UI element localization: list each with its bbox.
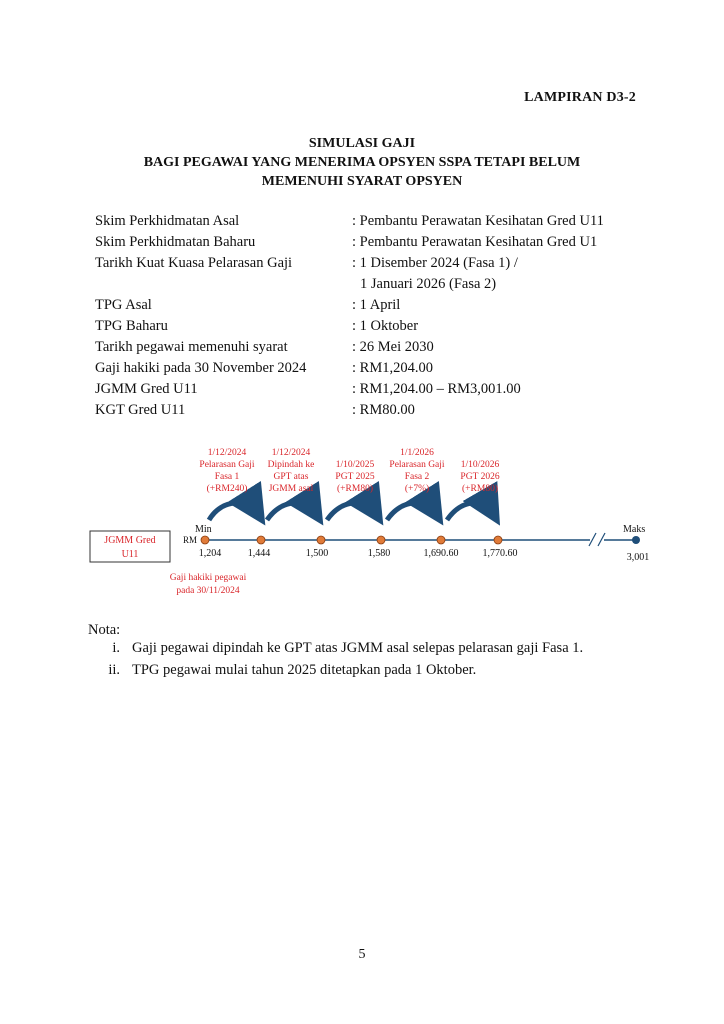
salary-timeline-diagram (0, 440, 724, 610)
info-label: Skim Perkhidmatan Baharu (95, 234, 256, 250)
nota-heading: Nota: (88, 622, 121, 638)
event-label: JGMM asal (268, 484, 314, 494)
event-label: (+7%) (404, 484, 430, 494)
info-value: : 1 Oktober (352, 318, 419, 334)
jgmm-box-line1: JGMM Gred (104, 535, 156, 546)
event-label: 1/12/2024 (207, 448, 247, 458)
event-label: Fasa 2 (404, 472, 430, 482)
event-label: 1/10/2026 (460, 460, 500, 470)
nota-text: Gaji pegawai dipindah ke GPT atas JGMM asal selepas pelarasan gaji Fasa 1. (132, 640, 584, 656)
info-label: TPG Baharu (95, 318, 168, 334)
timeline-max-point (632, 536, 640, 544)
axis-break-mark (589, 533, 596, 546)
step-arrow (209, 503, 260, 520)
annex-label: LAMPIRAN D3-2 (524, 90, 636, 105)
event-label: 1/10/2025 (335, 460, 375, 470)
bottom-note: pada 30/11/2024 (176, 586, 240, 596)
info-value: : Pembantu Perawatan Kesihatan Gred U11 (352, 213, 604, 229)
event-label: GPT atas (273, 472, 309, 482)
point-value: 1,204 (198, 548, 222, 559)
point-value: 1,444 (247, 548, 271, 559)
event-label: PGT 2026 (460, 472, 500, 482)
event-label: (+RM80) (462, 484, 498, 494)
info-value: : 26 Mei 2030 (352, 339, 434, 355)
info-label: TPG Asal (95, 297, 152, 313)
info-value: : 1 April (352, 297, 401, 313)
info-value: : RM80.00 (352, 402, 415, 418)
currency-label: RM (183, 535, 198, 545)
info-label: Skim Perkhidmatan Asal (95, 213, 240, 229)
event-label: Pelarasan Gaji (199, 460, 255, 470)
timeline-point (437, 536, 445, 544)
step-arrow (447, 503, 495, 520)
nota-number: ii. (108, 662, 120, 678)
info-label: KGT Gred U11 (95, 402, 186, 418)
bottom-note: Gaji hakiki pegawai (169, 573, 247, 583)
event-label: PGT 2025 (335, 472, 375, 482)
nota-number: i. (112, 640, 120, 656)
event-label: 1/12/2024 (271, 448, 311, 458)
nota-text: TPG pegawai mulai tahun 2025 ditetapkan pada 1 Oktober. (132, 662, 477, 678)
point-value: 1,580 (367, 548, 391, 559)
info-value: : RM1,204.00 (352, 360, 433, 376)
info-value: : RM1,204.00 – RM3,001.00 (352, 381, 521, 397)
timeline-point (494, 536, 502, 544)
timeline-svg (0, 440, 724, 610)
timeline-point (317, 536, 325, 544)
point-value: 1,690.60 (423, 548, 459, 559)
info-value-continuation: 1 Januari 2026 (Fasa 2) (360, 276, 497, 292)
jgmm-box-line2: U11 (121, 549, 139, 560)
info-label: Gaji hakiki pada 30 November 2024 (95, 360, 307, 376)
event-label: Fasa 1 (214, 472, 240, 482)
step-arrow (387, 503, 438, 520)
info-value: : Pembantu Perawatan Kesihatan Gred U1 (352, 234, 598, 250)
event-label: 1/1/2026 (400, 448, 434, 458)
point-value: 1,500 (305, 548, 329, 559)
event-label: Dipindah ke (267, 460, 315, 470)
title-line-2: BAGI PEGAWAI YANG MENERIMA OPSYEN SSPA TETAPI BELUM (143, 155, 581, 170)
point-value: 1,770.60 (482, 548, 518, 559)
axis-break-mark (598, 533, 605, 546)
page-number: 5 (358, 947, 366, 962)
step-arrow (267, 503, 318, 520)
document-title (0, 134, 724, 191)
max-value: 3,001 (626, 552, 650, 563)
event-label: Pelarasan Gaji (389, 460, 445, 470)
title-line-3: MEMENUHI SYARAT OPSYEN (261, 174, 463, 189)
timeline-point (201, 536, 209, 544)
event-label: (+RM80) (337, 484, 373, 494)
timeline-point (377, 536, 385, 544)
info-label: Tarikh pegawai memenuhi syarat (95, 339, 288, 355)
min-label: Min (195, 524, 212, 535)
max-label: Maks (623, 524, 646, 535)
step-arrow (327, 503, 378, 520)
timeline-point (257, 536, 265, 544)
info-label: Tarikh Kuat Kuasa Pelarasan Gaji (95, 255, 293, 271)
title-line-1: SIMULASI GAJI (308, 136, 416, 151)
event-label: (+RM240) (206, 484, 248, 494)
info-label: JGMM Gred U11 (95, 381, 198, 397)
info-value: : 1 Disember 2024 (Fasa 1) / (352, 255, 518, 271)
